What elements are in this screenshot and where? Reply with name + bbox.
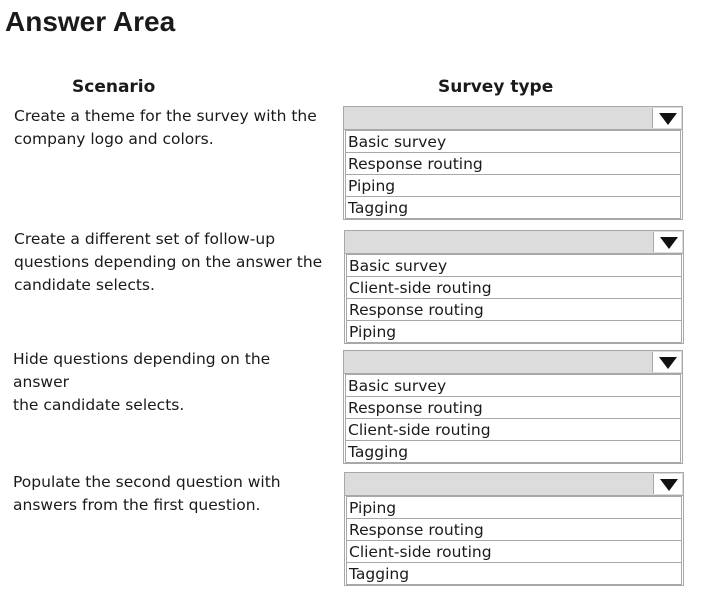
chevron-down-icon[interactable] (652, 108, 681, 128)
dropdown-option[interactable]: Response routing (346, 518, 682, 541)
dropdown-option[interactable]: Response routing (345, 396, 681, 419)
dropdown-option[interactable]: Piping (346, 496, 682, 519)
dropdown-option[interactable]: Piping (346, 320, 682, 343)
survey-type-column-header: Survey type (438, 77, 554, 97)
scenario-text-2: Create a different set of follow-up questions depending on the answer the candidate selects. (14, 230, 323, 294)
dropdown-option[interactable]: Basic survey (345, 374, 681, 397)
chevron-down-icon[interactable] (652, 352, 681, 372)
scenario-text-3: Hide questions depending on the answer the candidate selects. (13, 350, 271, 414)
dropdown-option[interactable]: Response routing (345, 152, 681, 175)
dropdown-option[interactable]: Tagging (346, 562, 682, 585)
survey-type-dropdown-3[interactable] (343, 350, 683, 464)
dropdown-option[interactable]: Tagging (345, 440, 681, 463)
scenario-text-4: Populate the second question with answers from the first question. (13, 473, 281, 514)
dropdown-options (344, 254, 684, 344)
survey-type-dropdown-2[interactable] (344, 230, 684, 344)
scenario-column-header: Scenario (72, 77, 156, 97)
dropdown-option[interactable]: Client-side routing (346, 276, 682, 299)
chevron-down-icon[interactable] (653, 232, 682, 252)
dropdown-header[interactable] (344, 230, 684, 254)
dropdown-option[interactable]: Client-side routing (345, 418, 681, 441)
dropdown-option[interactable]: Piping (345, 174, 681, 197)
dropdown-header[interactable] (343, 350, 683, 374)
page-title: Answer Area (5, 6, 176, 37)
dropdown-options (344, 496, 684, 586)
dropdown-options (343, 130, 683, 220)
survey-type-dropdown-1[interactable] (343, 106, 683, 220)
dropdown-option[interactable]: Tagging (345, 196, 681, 219)
dropdown-option[interactable]: Basic survey (346, 254, 682, 277)
dropdown-header[interactable] (343, 106, 683, 130)
dropdown-option[interactable]: Client-side routing (346, 540, 682, 563)
dropdown-options (343, 374, 683, 464)
scenario-text-1: Create a theme for the survey with the company logo and colors. (14, 107, 317, 148)
survey-type-dropdown-4[interactable] (344, 472, 684, 586)
dropdown-option[interactable]: Response routing (346, 298, 682, 321)
dropdown-header[interactable] (344, 472, 684, 496)
dropdown-option[interactable]: Basic survey (345, 130, 681, 153)
chevron-down-icon[interactable] (653, 474, 682, 494)
